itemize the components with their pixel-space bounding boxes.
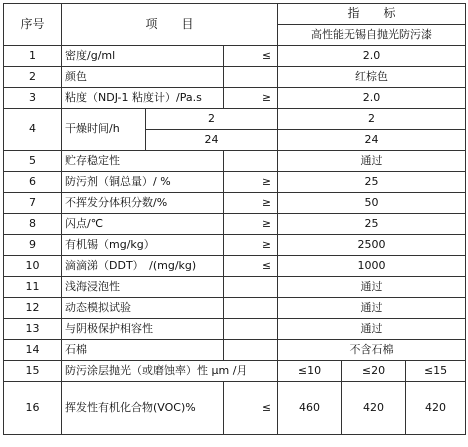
table-row: 24 24 <box>4 130 466 151</box>
table-row: 4 干燥时间/h 2 2 <box>4 109 466 130</box>
table-row: 6 防污剂（铜总量）/ % ≥ 25 <box>4 172 466 193</box>
table-row: 5 贮存稳定性 通过 <box>4 151 466 172</box>
table-row: 1 密度/g/ml ≤ 2.0 <box>4 46 466 67</box>
table-row: 7 不挥发分体积分数/% ≥ 50 <box>4 193 466 214</box>
header-indicator: 指 标 <box>278 4 466 25</box>
header-seq: 序号 <box>4 4 62 46</box>
spec-table-container <box>3 3 465 441</box>
table-row: 2 颜色 红棕色 <box>4 67 466 88</box>
table-row: 14 石棉 不含石棉 <box>4 340 466 361</box>
table-row: 13 与阴极保护相容性 通过 <box>4 319 466 340</box>
spec-table <box>3 3 466 435</box>
table-row: 9 有机锡（mg/kg） ≥ 2500 <box>4 235 466 256</box>
header-item: 项 目 <box>62 4 278 46</box>
table-row: 3 粘度（NDJ-1 粘度计）/Pa.s ≥ 2.0 <box>4 88 466 109</box>
header-row-1 <box>4 4 466 25</box>
table-row: 11 浅海浸泡性 通过 <box>4 277 466 298</box>
table-row: 8 闪点/℃ ≥ 25 <box>4 214 466 235</box>
table-row: 12 动态模拟试验 通过 <box>4 298 466 319</box>
table-row: 15 防污涂层抛光（或磨蚀率）性 μm /月 ≤10 ≤20 ≤15 <box>4 361 466 382</box>
header-product: 高性能无锡自抛光防污漆 <box>278 25 466 46</box>
table-row: 16 挥发性有机化合物(VOC)% ≤ 460 420 420 <box>4 382 466 435</box>
table-row: 10 滴滴涕（DDT） /(mg/kg) ≤ 1000 <box>4 256 466 277</box>
